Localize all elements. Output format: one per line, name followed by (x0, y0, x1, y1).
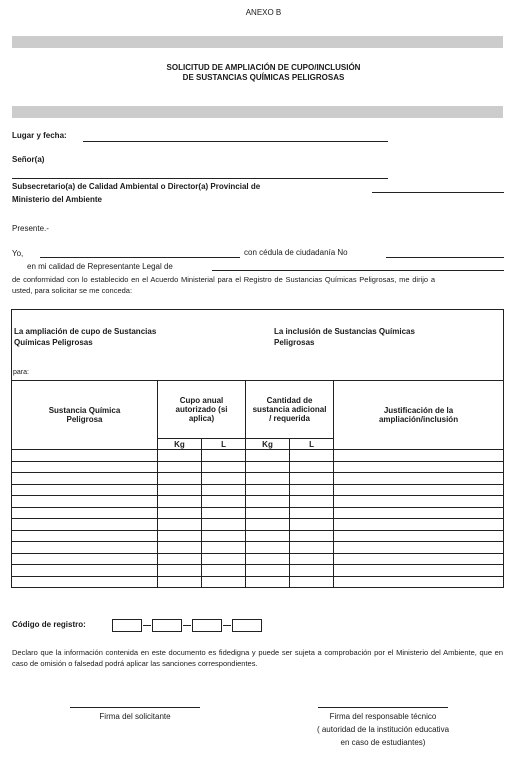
registry-code-dash-1 (143, 625, 151, 626)
cell-quota-kg[interactable] (158, 542, 202, 554)
cell-additional-l[interactable] (290, 542, 334, 554)
table-row (12, 461, 504, 473)
col-header-substance: Sustancia Química Peligrosa (12, 381, 158, 450)
province-field[interactable] (372, 192, 504, 193)
place-date-field[interactable] (83, 141, 388, 142)
cell-substance[interactable] (12, 473, 158, 485)
place-date-label: Lugar y fecha: (12, 131, 67, 140)
cell-additional-kg[interactable] (246, 473, 290, 485)
cell-quota-l[interactable] (202, 576, 246, 588)
applicant-name-field[interactable] (40, 257, 240, 258)
table-row (12, 484, 504, 496)
legal-rep-label: en mi calidad de Representante Legal de (27, 262, 173, 271)
cell-quota-kg[interactable] (158, 450, 202, 462)
cell-additional-l[interactable] (290, 507, 334, 519)
cell-quota-kg[interactable] (158, 565, 202, 577)
cell-quota-l[interactable] (202, 565, 246, 577)
registry-code-box-2[interactable] (152, 619, 182, 632)
technical-signature-label: Firma del responsable técnico (329, 712, 437, 721)
table-row (12, 507, 504, 519)
cell-substance[interactable] (12, 530, 158, 542)
registry-code-dash-2 (183, 625, 191, 626)
declaration-text: Declaro que la información contenida en este documento es fidedigna y puede ser sujeta a comprobación por el Ministerio del Ambiente, que en caso de omisión o falsedad podrá aplicar las sanciones correspondientes. (12, 648, 503, 668)
cell-quota-l[interactable] (202, 507, 246, 519)
header-band-bottom (12, 106, 503, 118)
cell-justification[interactable] (334, 484, 504, 496)
cell-quota-l[interactable] (202, 484, 246, 496)
para-label: para: (13, 369, 29, 376)
request-paragraph: de conformidad con lo establecido en el Acuerdo Ministerial para el Registro de Sustancias Químicas Peligrosas, me dirijo a usted, para solicitar se me conceda: (12, 275, 435, 295)
cell-justification[interactable] (334, 553, 504, 565)
option-ampliacion-text: La ampliación de cupo de Sustancias Químicas Peligrosas (14, 327, 157, 347)
technical-signature-note-1: ( autoridad de la institución educativa (316, 725, 450, 734)
technical-signature-note-2: en caso de estudiantes) (340, 738, 426, 747)
presente-label: Presente.- (12, 224, 49, 233)
technical-signature-line[interactable] (318, 707, 448, 708)
cell-justification[interactable] (334, 542, 504, 554)
cell-substance[interactable] (12, 542, 158, 554)
cell-quota-l[interactable] (202, 450, 246, 462)
option-ampliacion[interactable] (14, 326, 194, 348)
cell-quota-kg[interactable] (158, 496, 202, 508)
unit-kg-quota: Kg (158, 439, 202, 450)
cell-quota-l[interactable] (202, 530, 246, 542)
table-row (12, 496, 504, 508)
col-header-additional-quantity: Cantidad de sustancia adicional / requerida (246, 381, 334, 439)
registry-code-box-3[interactable] (192, 619, 222, 632)
subsecretary-label: Subsecretario(a) de Calidad Ambiental o Director(a) Provincial de (12, 182, 261, 191)
table-row (12, 553, 504, 565)
table-row (12, 565, 504, 577)
registry-code-label: Código de registro: (12, 620, 86, 629)
cell-justification[interactable] (334, 530, 504, 542)
cell-additional-kg[interactable] (246, 461, 290, 473)
cell-additional-kg[interactable] (246, 565, 290, 577)
table-row (12, 530, 504, 542)
cell-substance[interactable] (12, 496, 158, 508)
cell-quota-kg[interactable] (158, 576, 202, 588)
applicant-signature-line[interactable] (70, 707, 200, 708)
cell-quota-kg[interactable] (158, 519, 202, 531)
cell-quota-kg[interactable] (158, 473, 202, 485)
cell-additional-l[interactable] (290, 530, 334, 542)
cell-additional-kg[interactable] (246, 542, 290, 554)
table-row (12, 519, 504, 531)
cell-substance[interactable] (12, 565, 158, 577)
cell-additional-l[interactable] (290, 461, 334, 473)
cell-additional-kg[interactable] (246, 553, 290, 565)
cell-additional-kg[interactable] (246, 530, 290, 542)
option-inclusion[interactable] (274, 326, 444, 348)
registry-code-box-4[interactable] (232, 619, 262, 632)
col-header-justification: Justificación de la ampliación/inclusión (334, 381, 504, 450)
cell-quota-l[interactable] (202, 553, 246, 565)
cell-quota-l[interactable] (202, 542, 246, 554)
cell-quota-l[interactable] (202, 473, 246, 485)
cell-justification[interactable] (334, 461, 504, 473)
cell-quota-l[interactable] (202, 519, 246, 531)
unit-l-quota: L (202, 439, 246, 450)
cell-additional-l[interactable] (290, 553, 334, 565)
cell-quota-l[interactable] (202, 496, 246, 508)
cell-additional-kg[interactable] (246, 450, 290, 462)
company-name-field[interactable] (212, 270, 504, 271)
substances-table (11, 380, 504, 588)
unit-l-additional: L (290, 439, 334, 450)
annex-label: ANEXO B (245, 8, 282, 17)
form-title-line1: SOLICITUD DE AMPLIACIÓN DE CUPO/INCLUSIÓN (166, 63, 361, 72)
cell-justification[interactable] (334, 507, 504, 519)
recipient-title-label: Señor(a) (12, 155, 45, 164)
table-row (12, 450, 504, 462)
cell-additional-l[interactable] (290, 565, 334, 577)
cell-additional-l[interactable] (290, 473, 334, 485)
ministry-label: Ministerio del Ambiente (12, 195, 102, 204)
cell-additional-kg[interactable] (246, 507, 290, 519)
cell-additional-kg[interactable] (246, 576, 290, 588)
cell-additional-kg[interactable] (246, 519, 290, 531)
cell-quota-kg[interactable] (158, 484, 202, 496)
cell-substance[interactable] (12, 484, 158, 496)
recipient-name-field[interactable] (12, 178, 388, 179)
id-number-label: con cédula de ciudadanía No (244, 248, 348, 257)
cell-quota-kg[interactable] (158, 461, 202, 473)
table-row (12, 473, 504, 485)
applicant-signature-label: Firma del solicitante (99, 712, 171, 721)
cell-additional-kg[interactable] (246, 484, 290, 496)
cell-substance[interactable] (12, 576, 158, 588)
cell-substance[interactable] (12, 519, 158, 531)
unit-kg-additional: Kg (246, 439, 290, 450)
form-title-line2: DE SUSTANCIAS QUÍMICAS PELIGROSAS (182, 73, 345, 82)
registry-code-dash-3 (223, 625, 231, 626)
cell-justification[interactable] (334, 473, 504, 485)
cell-additional-l[interactable] (290, 519, 334, 531)
registry-code-box-1[interactable] (112, 619, 142, 632)
cell-justification[interactable] (334, 450, 504, 462)
cell-quota-kg[interactable] (158, 530, 202, 542)
cell-additional-l[interactable] (290, 576, 334, 588)
cell-justification[interactable] (334, 519, 504, 531)
option-inclusion-text: La inclusión de Sustancias Químicas Peligrosas (274, 327, 415, 347)
cell-quota-kg[interactable] (158, 507, 202, 519)
cell-substance[interactable] (12, 507, 158, 519)
cell-justification[interactable] (334, 576, 504, 588)
cell-additional-l[interactable] (290, 484, 334, 496)
cell-quota-kg[interactable] (158, 553, 202, 565)
id-number-field[interactable] (386, 257, 504, 258)
yo-label: Yo, (12, 249, 24, 258)
cell-additional-l[interactable] (290, 496, 334, 508)
table-row (12, 576, 504, 588)
table-body (12, 450, 504, 588)
col-header-annual-quota: Cupo anual autorizado (si aplica) (158, 381, 246, 439)
cell-substance[interactable] (12, 553, 158, 565)
table-row (12, 542, 504, 554)
header-band-top (12, 36, 503, 48)
cell-additional-l[interactable] (290, 450, 334, 462)
cell-justification[interactable] (334, 565, 504, 577)
cell-substance[interactable] (12, 450, 158, 462)
cell-substance[interactable] (12, 461, 158, 473)
cell-additional-kg[interactable] (246, 496, 290, 508)
cell-quota-l[interactable] (202, 461, 246, 473)
cell-justification[interactable] (334, 496, 504, 508)
